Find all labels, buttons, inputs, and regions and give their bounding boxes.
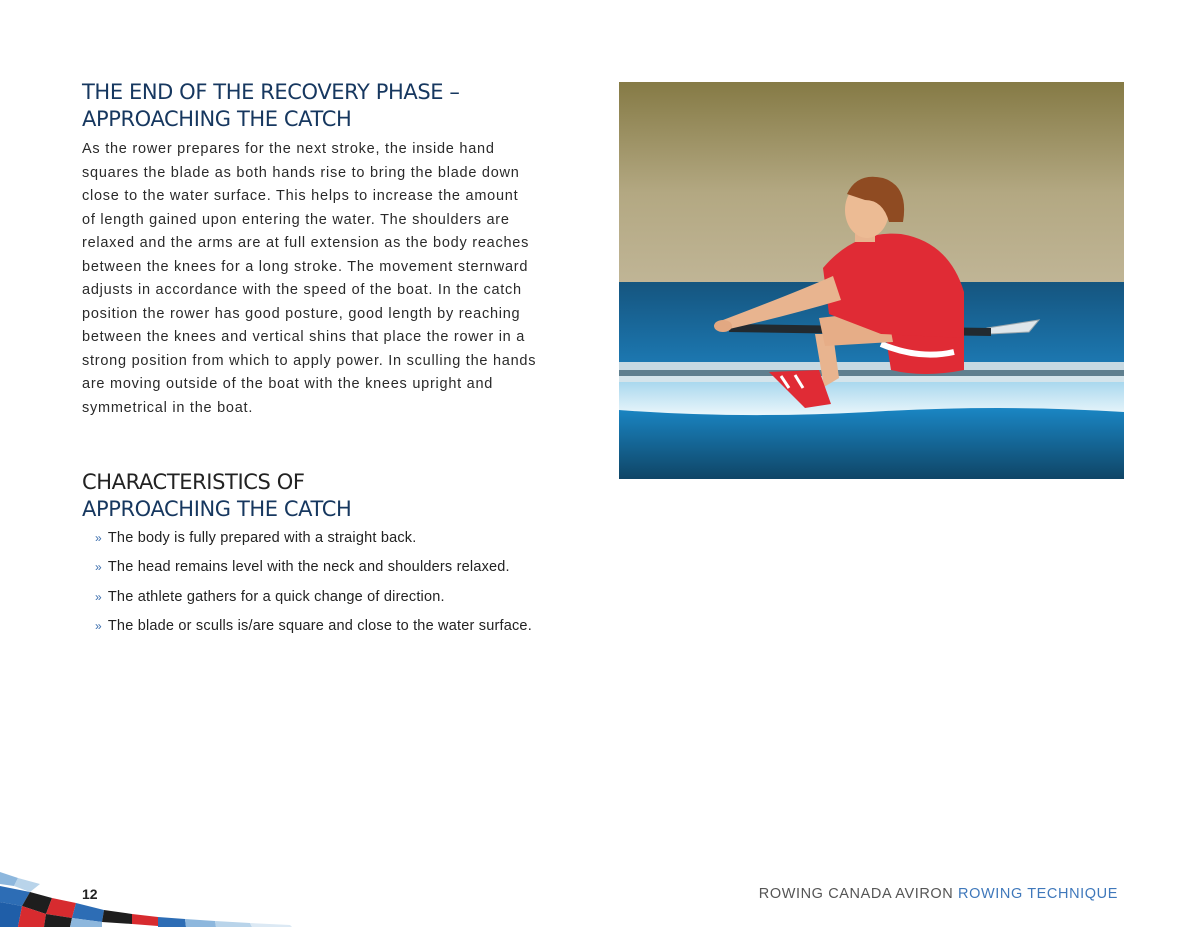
boat-rail-bottom [619, 376, 1124, 382]
body-paragraph [82, 138, 602, 420]
paragraph-line: between the knees and vertical shins that place the rower in a [82, 329, 526, 345]
paragraph-line: are moving outside of the boat with the knees upright and [82, 376, 494, 392]
page-number: 12 [82, 886, 98, 902]
paragraph-line: relaxed and the arms are at full extension as the body reaches [82, 235, 530, 251]
paragraph-line: squares the blade as both hands rise to bring the blade down [82, 164, 520, 181]
bullet-text: The blade or sculls is/are square and close to the water surface. [107, 617, 532, 634]
list-item [95, 528, 532, 557]
paragraph-line: of length gained upon entering the water. The shoulders are [82, 211, 510, 228]
footer-org: ROWING CANADA AVIRON [758, 886, 954, 902]
paragraph-line: between the knees for a long stroke. The movement sternward [82, 258, 529, 275]
bullet-marker: » [95, 589, 102, 604]
characteristics-list [95, 528, 532, 645]
bullet-marker: » [95, 560, 102, 575]
list-item [95, 616, 532, 645]
footer-title [759, 886, 1118, 902]
heading-line: THE END OF THE RECOVERY PHASE – [82, 80, 460, 104]
deep-water [619, 408, 1124, 479]
bullet-text: The athlete gathers for a quick change of direction. [107, 588, 445, 605]
paragraph-line: As the rower prepares for the next stroke, the inside hand [82, 141, 495, 157]
section-heading-recovery [82, 79, 460, 133]
rower-illustration [619, 82, 1124, 479]
boat-rail-dark [619, 370, 1124, 376]
paragraph-line: close to the water surface. This helps to increase the amount [82, 188, 519, 204]
section-heading-characteristics [82, 469, 351, 523]
list-item [95, 557, 532, 586]
paragraph-line: position the rower has good posture, good length by reaching [82, 305, 521, 322]
list-item [95, 587, 532, 616]
heading-line: CHARACTERISTICS OF [82, 470, 305, 494]
heading-line: APPROACHING THE CATCH [82, 497, 352, 521]
paragraph-line: strong position from which to apply power. In sculling the hands [82, 352, 537, 369]
footer-subtitle: ROWING TECHNIQUE [958, 886, 1118, 902]
paragraph-line: symmetrical in the boat. [82, 399, 254, 416]
bullet-marker: » [95, 618, 102, 633]
bullet-text: The body is fully prepared with a straight back. [107, 530, 417, 546]
boat-rail-top [619, 362, 1124, 370]
rower-hand [714, 320, 732, 332]
bullet-text: The head remains level with the neck and shoulders relaxed. [107, 559, 510, 576]
bullet-marker: » [95, 531, 102, 545]
heading-line: APPROACHING THE CATCH [82, 107, 352, 131]
paragraph-line: adjusts in accordance with the speed of the boat. In the catch [82, 282, 522, 298]
decorative-tile-graphic [0, 872, 300, 927]
